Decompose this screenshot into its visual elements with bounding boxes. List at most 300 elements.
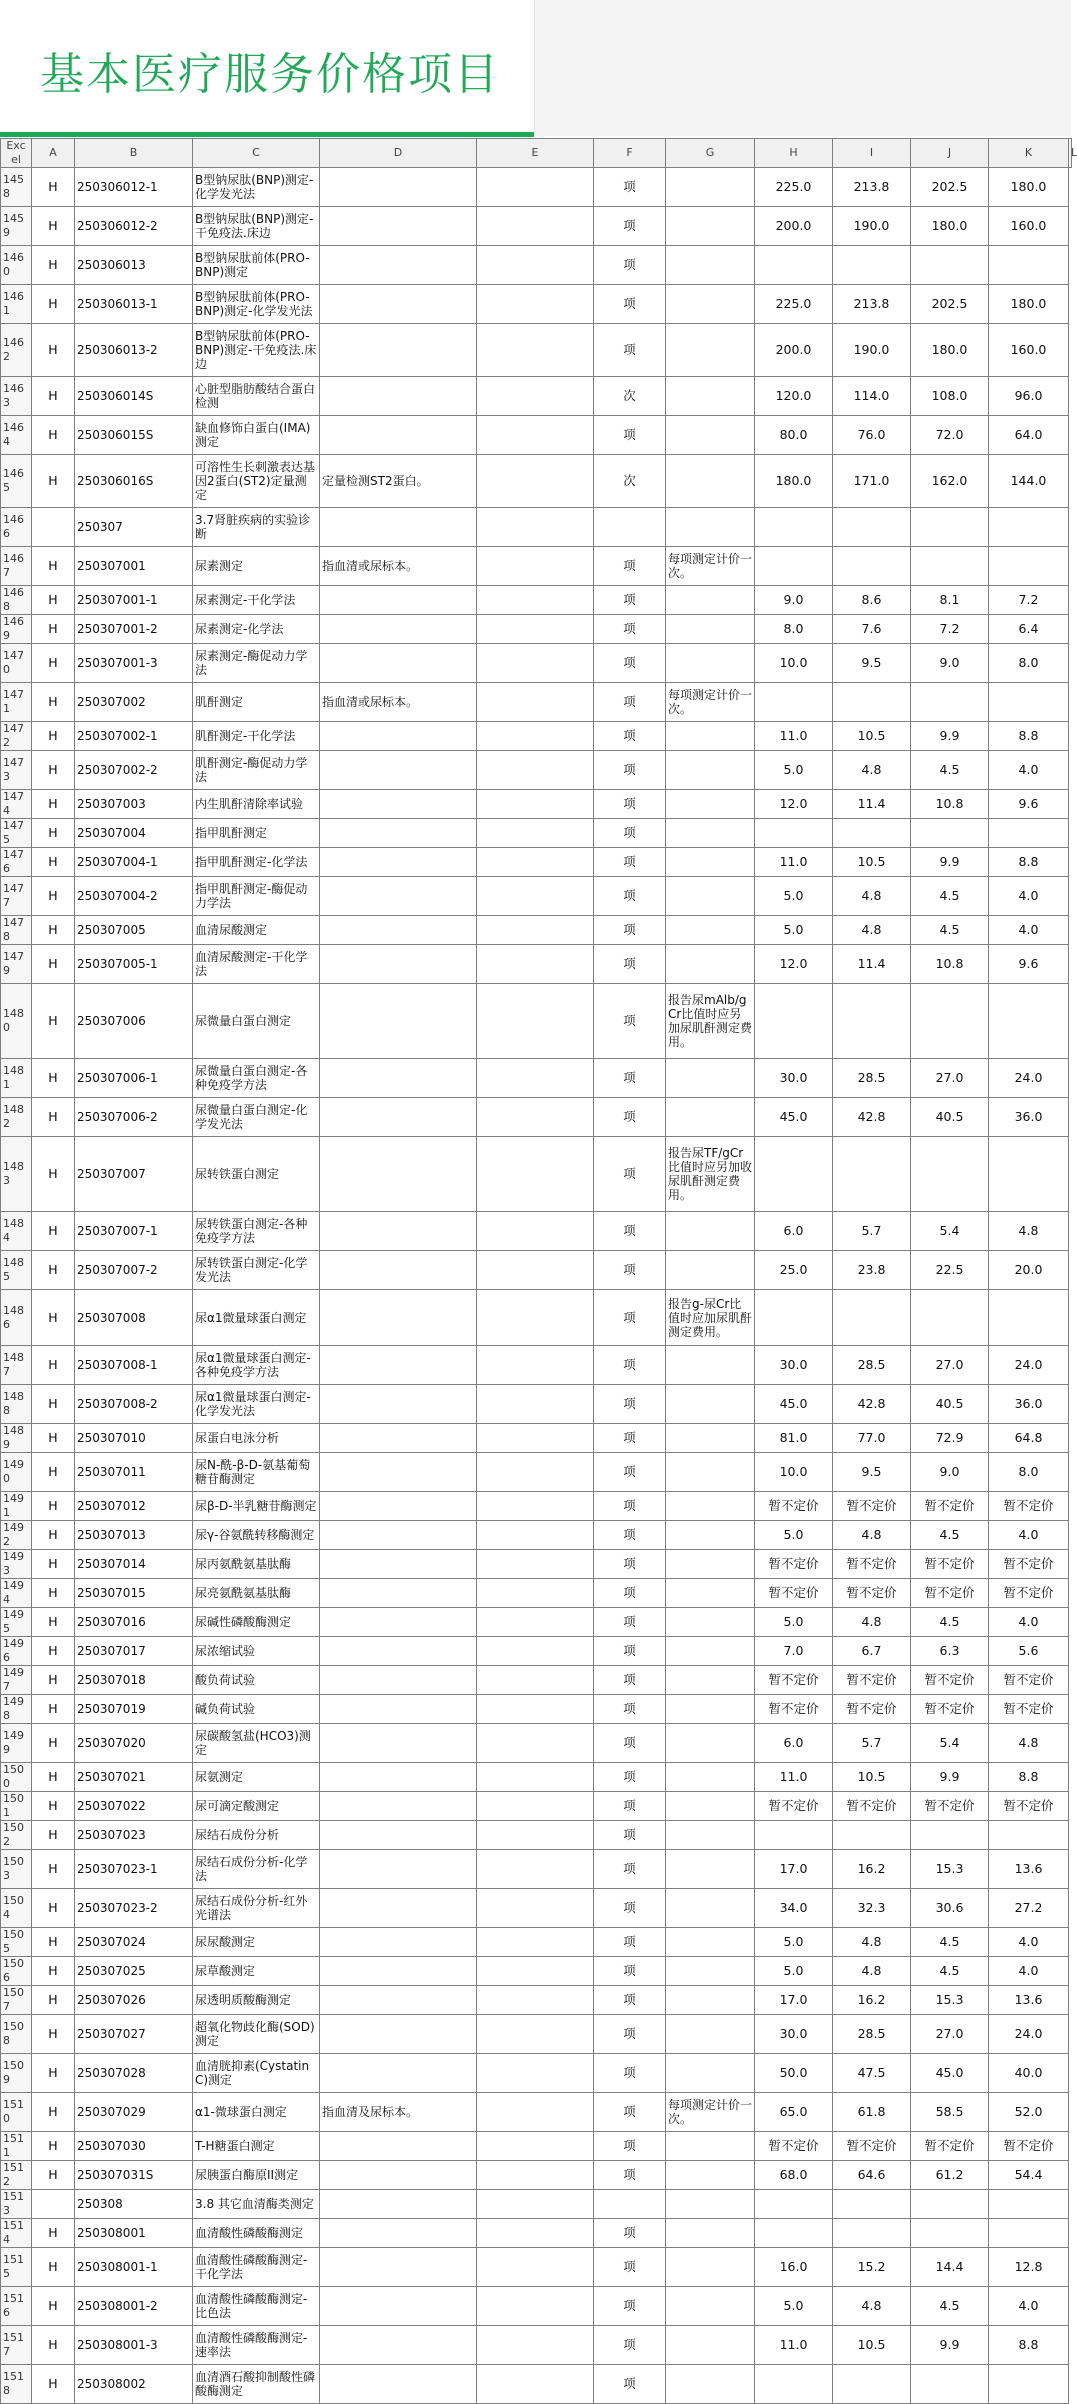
cell-price-h[interactable]: 12.0 [755,790,833,819]
cell-price-h[interactable] [755,683,833,722]
cell-price-j[interactable]: 暂不定价 [911,1550,989,1579]
cell-content[interactable] [320,2326,477,2365]
cell-e[interactable] [477,2054,594,2093]
cell-l[interactable] [1069,722,1072,751]
cell-price-k[interactable]: 64.0 [989,416,1069,455]
cell-price-i[interactable]: 5.7 [833,1724,911,1763]
cell-name[interactable]: 可溶性生长刺激表达基因2蛋白(ST2)定量测定 [193,455,320,508]
row-number[interactable]: 1488 [1,1385,32,1424]
cell-code[interactable]: 250307016 [75,1608,193,1637]
cell-price-h[interactable]: 5.0 [755,2287,833,2326]
cell-price-i[interactable]: 213.8 [833,168,911,207]
row-number[interactable]: 1473 [1,751,32,790]
cell-price-j[interactable]: 58.5 [911,2093,989,2132]
cell-price-h[interactable]: 45.0 [755,1098,833,1137]
cell-a[interactable]: H [32,547,75,586]
cell-content[interactable] [320,1957,477,1986]
cell-e[interactable] [477,1521,594,1550]
cell-a[interactable]: H [32,285,75,324]
cell-code[interactable]: 250307007-1 [75,1212,193,1251]
cell-note[interactable] [666,168,755,207]
cell-name[interactable]: 指甲肌酐测定-化学法 [193,848,320,877]
cell-unit[interactable]: 项 [594,1666,666,1695]
cell-name[interactable]: 尿蛋白电泳分析 [193,1424,320,1453]
cell-price-k[interactable]: 12.8 [989,2248,1069,2287]
cell-note[interactable] [666,1424,755,1453]
cell-content[interactable] [320,2219,477,2248]
cell-price-h[interactable]: 80.0 [755,416,833,455]
cell-price-j[interactable]: 5.4 [911,1724,989,1763]
cell-name[interactable]: 内生肌酐清除率试验 [193,790,320,819]
cell-content[interactable] [320,1424,477,1453]
cell-content[interactable] [320,1889,477,1928]
cell-a[interactable]: H [32,1290,75,1346]
cell-e[interactable] [477,455,594,508]
cell-code[interactable]: 250307006 [75,984,193,1059]
cell-l[interactable] [1069,1137,1072,1212]
cell-price-k[interactable]: 64.8 [989,1424,1069,1453]
cell-l[interactable] [1069,1290,1072,1346]
cell-price-j[interactable] [911,819,989,848]
cell-price-i[interactable]: 11.4 [833,945,911,984]
cell-name[interactable]: 尿α1微量球蛋白测定 [193,1290,320,1346]
cell-price-h[interactable] [755,508,833,547]
row-number[interactable]: 1476 [1,848,32,877]
cell-e[interactable] [477,2326,594,2365]
cell-price-k[interactable]: 13.6 [989,1850,1069,1889]
cell-price-k[interactable]: 4.0 [989,1957,1069,1986]
cell-content[interactable] [320,1608,477,1637]
cell-a[interactable]: H [32,1724,75,1763]
column-header[interactable]: I [833,139,911,168]
cell-price-k[interactable]: 96.0 [989,377,1069,416]
cell-note[interactable] [666,2015,755,2054]
cell-price-h[interactable]: 6.0 [755,1724,833,1763]
cell-l[interactable] [1069,2132,1072,2161]
cell-l[interactable] [1069,1059,1072,1098]
cell-price-j[interactable]: 72.0 [911,416,989,455]
cell-name[interactable]: 尿素测定-酶促动力学法 [193,644,320,683]
cell-content[interactable] [320,1724,477,1763]
cell-price-k[interactable]: 8.8 [989,722,1069,751]
row-number[interactable]: 1502 [1,1821,32,1850]
cell-note[interactable] [666,1550,755,1579]
cell-price-h[interactable]: 11.0 [755,2326,833,2365]
cell-a[interactable]: H [32,615,75,644]
cell-price-h[interactable]: 5.0 [755,877,833,916]
cell-code[interactable]: 250307031S [75,2161,193,2190]
cell-content[interactable] [320,848,477,877]
cell-name[interactable]: 血清胱抑素(Cystatin C)测定 [193,2054,320,2093]
cell-name[interactable]: 指甲肌酐测定 [193,819,320,848]
cell-price-k[interactable]: 27.2 [989,1889,1069,1928]
cell-e[interactable] [477,1957,594,1986]
cell-e[interactable] [477,1724,594,1763]
row-number[interactable]: 1514 [1,2219,32,2248]
cell-e[interactable] [477,1137,594,1212]
cell-content[interactable] [320,644,477,683]
cell-price-h[interactable]: 11.0 [755,722,833,751]
cell-a[interactable]: H [32,1521,75,1550]
cell-price-h[interactable]: 10.0 [755,1453,833,1492]
cell-code[interactable]: 250307019 [75,1695,193,1724]
cell-price-h[interactable]: 10.0 [755,644,833,683]
cell-unit[interactable]: 项 [594,1724,666,1763]
cell-unit[interactable]: 项 [594,819,666,848]
cell-l[interactable] [1069,285,1072,324]
cell-price-h[interactable]: 5.0 [755,751,833,790]
cell-price-j[interactable]: 27.0 [911,1346,989,1385]
cell-unit[interactable]: 项 [594,2054,666,2093]
cell-note[interactable] [666,945,755,984]
cell-note[interactable] [666,1889,755,1928]
cell-content[interactable] [320,1492,477,1521]
cell-code[interactable]: 250308001-2 [75,2287,193,2326]
cell-e[interactable] [477,1251,594,1290]
cell-name[interactable]: 尿转铁蛋白测定-各种免疫学方法 [193,1212,320,1251]
cell-content[interactable] [320,819,477,848]
cell-unit[interactable]: 项 [594,1212,666,1251]
cell-a[interactable]: H [32,2248,75,2287]
cell-e[interactable] [477,1608,594,1637]
cell-a[interactable]: H [32,324,75,377]
cell-note[interactable] [666,1251,755,1290]
cell-code[interactable]: 250307023-2 [75,1889,193,1928]
cell-a[interactable]: H [32,2132,75,2161]
cell-price-h[interactable]: 暂不定价 [755,1666,833,1695]
cell-price-h[interactable]: 50.0 [755,2054,833,2093]
cell-price-j[interactable]: 9.9 [911,2326,989,2365]
cell-price-i[interactable] [833,2365,911,2404]
cell-price-j[interactable]: 45.0 [911,2054,989,2093]
cell-price-k[interactable]: 13.6 [989,1986,1069,2015]
cell-content[interactable] [320,377,477,416]
cell-price-i[interactable]: 暂不定价 [833,1666,911,1695]
cell-code[interactable]: 250307011 [75,1453,193,1492]
cell-note[interactable] [666,1821,755,1850]
cell-l[interactable] [1069,683,1072,722]
cell-a[interactable]: H [32,2161,75,2190]
cell-name[interactable]: 尿素测定-化学法 [193,615,320,644]
cell-name[interactable]: 血清酸性磷酸酶测定-比色法 [193,2287,320,2326]
cell-content[interactable] [320,2287,477,2326]
cell-a[interactable]: H [32,455,75,508]
cell-price-i[interactable]: 4.8 [833,1928,911,1957]
cell-l[interactable] [1069,1792,1072,1821]
cell-e[interactable] [477,416,594,455]
cell-price-h[interactable]: 68.0 [755,2161,833,2190]
cell-l[interactable] [1069,790,1072,819]
cell-price-i[interactable]: 77.0 [833,1424,911,1453]
cell-name[interactable]: 3.8 其它血清酶类测定 [193,2190,320,2219]
cell-code[interactable]: 250307001-2 [75,615,193,644]
cell-code[interactable]: 250307021 [75,1763,193,1792]
cell-l[interactable] [1069,2015,1072,2054]
cell-note[interactable] [666,848,755,877]
cell-price-i[interactable]: 4.8 [833,916,911,945]
cell-unit[interactable]: 项 [594,2326,666,2365]
row-number[interactable]: 1498 [1,1695,32,1724]
cell-e[interactable] [477,168,594,207]
cell-e[interactable] [477,377,594,416]
cell-a[interactable]: H [32,168,75,207]
cell-a[interactable]: H [32,1346,75,1385]
cell-unit[interactable]: 项 [594,1821,666,1850]
cell-price-k[interactable]: 180.0 [989,168,1069,207]
cell-price-j[interactable] [911,508,989,547]
cell-a[interactable]: H [32,1550,75,1579]
column-header[interactable]: Excel [1,139,32,168]
cell-name[interactable]: 尿素测定-干化学法 [193,586,320,615]
cell-code[interactable]: 250307030 [75,2132,193,2161]
cell-price-j[interactable] [911,2190,989,2219]
cell-name[interactable]: 尿微量白蛋白测定-各种免疫学方法 [193,1059,320,1098]
cell-name[interactable]: 尿微量白蛋白测定-化学发光法 [193,1098,320,1137]
row-number[interactable]: 1517 [1,2326,32,2365]
cell-a[interactable]: H [32,1251,75,1290]
cell-name[interactable]: 肌酐测定 [193,683,320,722]
cell-a[interactable]: H [32,1850,75,1889]
cell-code[interactable]: 250306013 [75,246,193,285]
cell-content[interactable] [320,1550,477,1579]
cell-price-k[interactable]: 4.0 [989,916,1069,945]
cell-price-j[interactable]: 9.9 [911,848,989,877]
cell-code[interactable]: 250307023 [75,1821,193,1850]
cell-note[interactable] [666,1059,755,1098]
cell-price-j[interactable]: 9.0 [911,644,989,683]
cell-price-h[interactable] [755,246,833,285]
cell-a[interactable]: H [32,848,75,877]
cell-l[interactable] [1069,2219,1072,2248]
cell-price-h[interactable]: 暂不定价 [755,1695,833,1724]
cell-price-i[interactable]: 190.0 [833,324,911,377]
cell-price-k[interactable] [989,547,1069,586]
cell-code[interactable]: 250307 [75,508,193,547]
cell-name[interactable]: 尿转铁蛋白测定 [193,1137,320,1212]
cell-price-j[interactable]: 暂不定价 [911,1666,989,1695]
cell-price-j[interactable]: 15.3 [911,1986,989,2015]
cell-l[interactable] [1069,1637,1072,1666]
cell-note[interactable] [666,2132,755,2161]
cell-price-j[interactable]: 4.5 [911,751,989,790]
cell-price-j[interactable]: 180.0 [911,207,989,246]
cell-a[interactable]: H [32,2093,75,2132]
cell-code[interactable]: 250307002 [75,683,193,722]
cell-name[interactable]: 尿碳酸氢盐(HCO3)测定 [193,1724,320,1763]
cell-a[interactable]: H [32,1957,75,1986]
cell-content[interactable] [320,945,477,984]
cell-l[interactable] [1069,1763,1072,1792]
cell-content[interactable] [320,1290,477,1346]
cell-price-i[interactable]: 暂不定价 [833,2132,911,2161]
cell-unit[interactable]: 项 [594,1251,666,1290]
cell-price-i[interactable] [833,819,911,848]
cell-price-j[interactable]: 15.3 [911,1850,989,1889]
cell-code[interactable]: 250307007-2 [75,1251,193,1290]
cell-price-k[interactable]: 24.0 [989,1059,1069,1098]
column-header[interactable]: J [911,139,989,168]
cell-price-k[interactable]: 4.8 [989,1724,1069,1763]
cell-a[interactable]: H [32,1424,75,1453]
cell-unit[interactable]: 项 [594,722,666,751]
cell-price-i[interactable]: 16.2 [833,1986,911,2015]
cell-note[interactable] [666,246,755,285]
cell-unit[interactable]: 项 [594,1550,666,1579]
cell-content[interactable] [320,2054,477,2093]
cell-price-j[interactable]: 4.5 [911,916,989,945]
cell-l[interactable] [1069,615,1072,644]
cell-code[interactable]: 250306012-1 [75,168,193,207]
cell-note[interactable] [666,751,755,790]
cell-price-j[interactable]: 4.5 [911,2287,989,2326]
cell-a[interactable]: H [32,1453,75,1492]
cell-l[interactable] [1069,1957,1072,1986]
cell-price-k[interactable]: 暂不定价 [989,1550,1069,1579]
row-number[interactable]: 1489 [1,1424,32,1453]
cell-content[interactable] [320,1137,477,1212]
cell-content[interactable] [320,1251,477,1290]
cell-price-k[interactable]: 暂不定价 [989,1792,1069,1821]
cell-note[interactable] [666,1637,755,1666]
cell-a[interactable]: H [32,644,75,683]
column-header[interactable]: L [1069,139,1072,168]
cell-l[interactable] [1069,455,1072,508]
cell-content[interactable] [320,207,477,246]
cell-price-j[interactable] [911,1290,989,1346]
cell-l[interactable] [1069,984,1072,1059]
cell-note[interactable] [666,2219,755,2248]
row-number[interactable]: 1516 [1,2287,32,2326]
cell-price-j[interactable]: 4.5 [911,1521,989,1550]
cell-price-k[interactable] [989,1290,1069,1346]
cell-price-j[interactable]: 暂不定价 [911,1792,989,1821]
row-number[interactable]: 1509 [1,2054,32,2093]
cell-e[interactable] [477,1666,594,1695]
row-number[interactable]: 1470 [1,644,32,683]
cell-name[interactable]: 尿α1微量球蛋白测定-各种免疫学方法 [193,1346,320,1385]
cell-note[interactable] [666,1986,755,2015]
cell-content[interactable] [320,246,477,285]
cell-note[interactable] [666,1666,755,1695]
cell-name[interactable]: 尿β-D-半乳糖苷酶测定 [193,1492,320,1521]
cell-price-j[interactable]: 8.1 [911,586,989,615]
cell-name[interactable]: 碱负荷试验 [193,1695,320,1724]
cell-content[interactable] [320,324,477,377]
column-header[interactable]: A [32,139,75,168]
cell-note[interactable] [666,1098,755,1137]
cell-content[interactable] [320,877,477,916]
row-number[interactable]: 1512 [1,2161,32,2190]
row-number[interactable]: 1471 [1,683,32,722]
cell-content[interactable] [320,2132,477,2161]
cell-l[interactable] [1069,168,1072,207]
cell-l[interactable] [1069,416,1072,455]
row-number[interactable]: 1493 [1,1550,32,1579]
cell-code[interactable]: 250307002-1 [75,722,193,751]
cell-name[interactable]: 尿碱性磷酸酶测定 [193,1608,320,1637]
row-number[interactable]: 1503 [1,1850,32,1889]
row-number[interactable]: 1462 [1,324,32,377]
cell-e[interactable] [477,2161,594,2190]
cell-price-k[interactable]: 5.6 [989,1637,1069,1666]
cell-price-h[interactable]: 16.0 [755,2248,833,2287]
cell-code[interactable]: 250306013-1 [75,285,193,324]
cell-note[interactable] [666,644,755,683]
cell-name[interactable]: B型钠尿肽前体(PRO-BNP)测定-干免疫法.床边 [193,324,320,377]
cell-l[interactable] [1069,1550,1072,1579]
cell-l[interactable] [1069,1098,1072,1137]
cell-a[interactable]: H [32,1889,75,1928]
cell-l[interactable] [1069,2287,1072,2326]
cell-l[interactable] [1069,1579,1072,1608]
cell-note[interactable]: 报告尿TF/gCr比值时应另加收尿肌酐测定费用。 [666,1137,755,1212]
cell-e[interactable] [477,1098,594,1137]
cell-e[interactable] [477,285,594,324]
cell-price-h[interactable]: 暂不定价 [755,1492,833,1521]
row-number[interactable]: 1479 [1,945,32,984]
cell-unit[interactable]: 项 [594,877,666,916]
cell-e[interactable] [477,1579,594,1608]
cell-price-i[interactable]: 4.8 [833,877,911,916]
row-number[interactable]: 1495 [1,1608,32,1637]
cell-price-i[interactable] [833,683,911,722]
cell-name[interactable]: 心脏型脂肪酸结合蛋白检测 [193,377,320,416]
cell-name[interactable]: 血清尿酸测定-干化学法 [193,945,320,984]
cell-price-k[interactable]: 4.0 [989,1608,1069,1637]
cell-note[interactable] [666,2161,755,2190]
cell-price-k[interactable]: 52.0 [989,2093,1069,2132]
cell-price-j[interactable] [911,1821,989,1850]
cell-price-h[interactable]: 81.0 [755,1424,833,1453]
row-number[interactable]: 1496 [1,1637,32,1666]
cell-unit[interactable]: 项 [594,1986,666,2015]
cell-content[interactable] [320,1637,477,1666]
cell-l[interactable] [1069,819,1072,848]
cell-price-h[interactable]: 30.0 [755,1346,833,1385]
cell-a[interactable]: H [32,751,75,790]
row-number[interactable]: 1480 [1,984,32,1059]
cell-e[interactable] [477,1695,594,1724]
cell-e[interactable] [477,1889,594,1928]
row-number[interactable]: 1486 [1,1290,32,1346]
cell-note[interactable] [666,324,755,377]
column-header[interactable]: F [594,139,666,168]
cell-price-i[interactable]: 暂不定价 [833,1550,911,1579]
cell-price-j[interactable]: 7.2 [911,615,989,644]
cell-price-h[interactable]: 5.0 [755,1521,833,1550]
row-number[interactable]: 1482 [1,1098,32,1137]
cell-price-k[interactable]: 8.0 [989,644,1069,683]
cell-unit[interactable]: 项 [594,1098,666,1137]
cell-unit[interactable]: 项 [594,246,666,285]
cell-content[interactable] [320,1695,477,1724]
column-header[interactable]: H [755,139,833,168]
cell-code[interactable]: 250307008-2 [75,1385,193,1424]
cell-content[interactable] [320,722,477,751]
cell-note[interactable] [666,1346,755,1385]
cell-code[interactable]: 250307001 [75,547,193,586]
cell-price-i[interactable]: 114.0 [833,377,911,416]
cell-unit[interactable]: 项 [594,790,666,819]
cell-price-j[interactable]: 61.2 [911,2161,989,2190]
cell-unit[interactable]: 项 [594,416,666,455]
cell-unit[interactable]: 次 [594,377,666,416]
cell-a[interactable]: H [32,1059,75,1098]
cell-price-h[interactable]: 225.0 [755,168,833,207]
cell-name[interactable]: 尿α1微量球蛋白测定-化学发光法 [193,1385,320,1424]
cell-l[interactable] [1069,945,1072,984]
cell-l[interactable] [1069,1821,1072,1850]
